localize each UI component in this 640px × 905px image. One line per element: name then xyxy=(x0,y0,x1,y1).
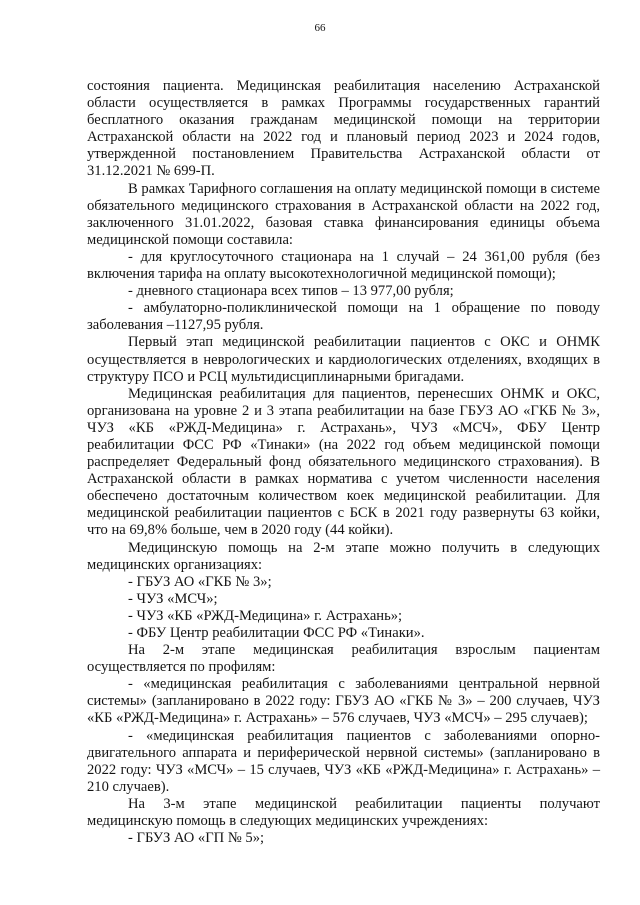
paragraph-first-stage: Первый этап медицинской реабилитации пациентов с ОКС и ОНМК осуществляется в неврологических и кардиологических отделениях, входящих в структуру ПСО и РСЦ мультидисциплинарными бригадами. xyxy=(87,334,600,385)
list-item-day-hospital: - дневного стационара всех типов – 13 977,00 рубля; xyxy=(128,283,454,300)
list-item-msch: - ЧУЗ «МСЧ»; xyxy=(128,590,218,607)
page-number: 66 xyxy=(314,22,326,34)
list-item-gp5: - ГБУЗ АО «ГП № 5»; xyxy=(128,830,265,847)
list-item-tinaki: - ФБУ Центр реабилитации ФСС РФ «Тинаки». xyxy=(128,625,425,641)
paragraph-third-stage-intro: На 3-м этапе медицинской реабилитации пациенты получают медицинскую помощь в следующих медицинских учреждениях: xyxy=(87,795,600,830)
list-item-rzhd: - ЧУЗ «КБ «РЖД-Медицина» г. Астрахань»; xyxy=(128,607,403,624)
paragraph-rehab-program: состояния пациента. Медицинская реабилитация населению Астраханской области осуществляется в рамках Программы государственных гарантий бесплатного оказания гражданам медицинской помощи на территории Астраханской области на 2022 год и плановый период 2023 и 2024 годов, утвержденной постановлением Правительства Астраханской области от 31.12.2021 № 699-П. xyxy=(87,78,600,180)
list-item-round-clock-hospital: - для круглосуточного стационара на 1 случай – 24 361,00 рубля (без включения тарифа на оплату высокотехнологичной медицинской помощи); xyxy=(87,248,600,283)
list-item-outpatient: - амбулаторно-поликлинической помощи на 1 обращение по поводу заболевания –1127,95 рубля. xyxy=(87,300,600,334)
list-item-musculoskeletal-profile: - «медицинская реабилитация пациентов с заболеваниями опорно-двигательного аппарата и периферической нервной системы» (запланировано в 2022 году: ЧУЗ «МСЧ» – 15 случаев, ЧУЗ «КБ «РЖД-Медицина» г. Астрахань» – 210 случаев). xyxy=(87,727,600,795)
paragraph-rehab-organization: Медицинская реабилитация для пациентов, перенесших ОНМК и ОКС, организована на уровне 2 и 3 этапа реабилитации на базе ГБУЗ АО «ГКБ № 3», ЧУЗ «КБ «РЖД-Медицина» г. Астрахань», ЧУЗ «МСЧ», ФБУ Центр реабилитации ФСС РФ «Тинаки» (на 2022 год объем медицинской помощи распределяет Федеральный фонд обязательного медицинского страхования). В Астраханской области в рамках норматива с учетом численности населения обеспечено достаточным количеством коек медицинской реабилитации. Для медицинской реабилитации пациентов с БСК в 2021 году развернуты 63 койки, что на 69,8% больше, чем в 2020 году (44 койки). xyxy=(87,385,600,539)
paragraph-second-stage-intro: Медицинскую помощь на 2-м этапе можно получить в следующих медицинских организациях: xyxy=(87,539,600,573)
document-body xyxy=(87,78,600,847)
list-item-gkb3: - ГБУЗ АО «ГКБ № 3»; xyxy=(128,573,272,590)
list-item-cns-profile: - «медицинская реабилитация с заболеваниями центральной нервной системы» (запланировано в 2022 году: ГБУЗ АО «ГКБ № 3» – 200 случаев, ЧУЗ «КБ «РЖД-Медицина» г. Астрахань» – 576 случаев, ЧУЗ «МСЧ» – 295 случаев); xyxy=(87,676,600,727)
paragraph-second-stage-profiles: На 2-м этапе медицинская реабилитация взрослым пациентам осуществляется по профилям: xyxy=(87,642,600,676)
paragraph-tariff-agreement: В рамках Тарифного соглашения на оплату медицинской помощи в системе обязательного медицинского страхования в Астраханской области на 2022 год, заключенного 31.01.2022, базовая ставка финансирования единицы объема медицинской помощи составила: xyxy=(87,180,600,248)
